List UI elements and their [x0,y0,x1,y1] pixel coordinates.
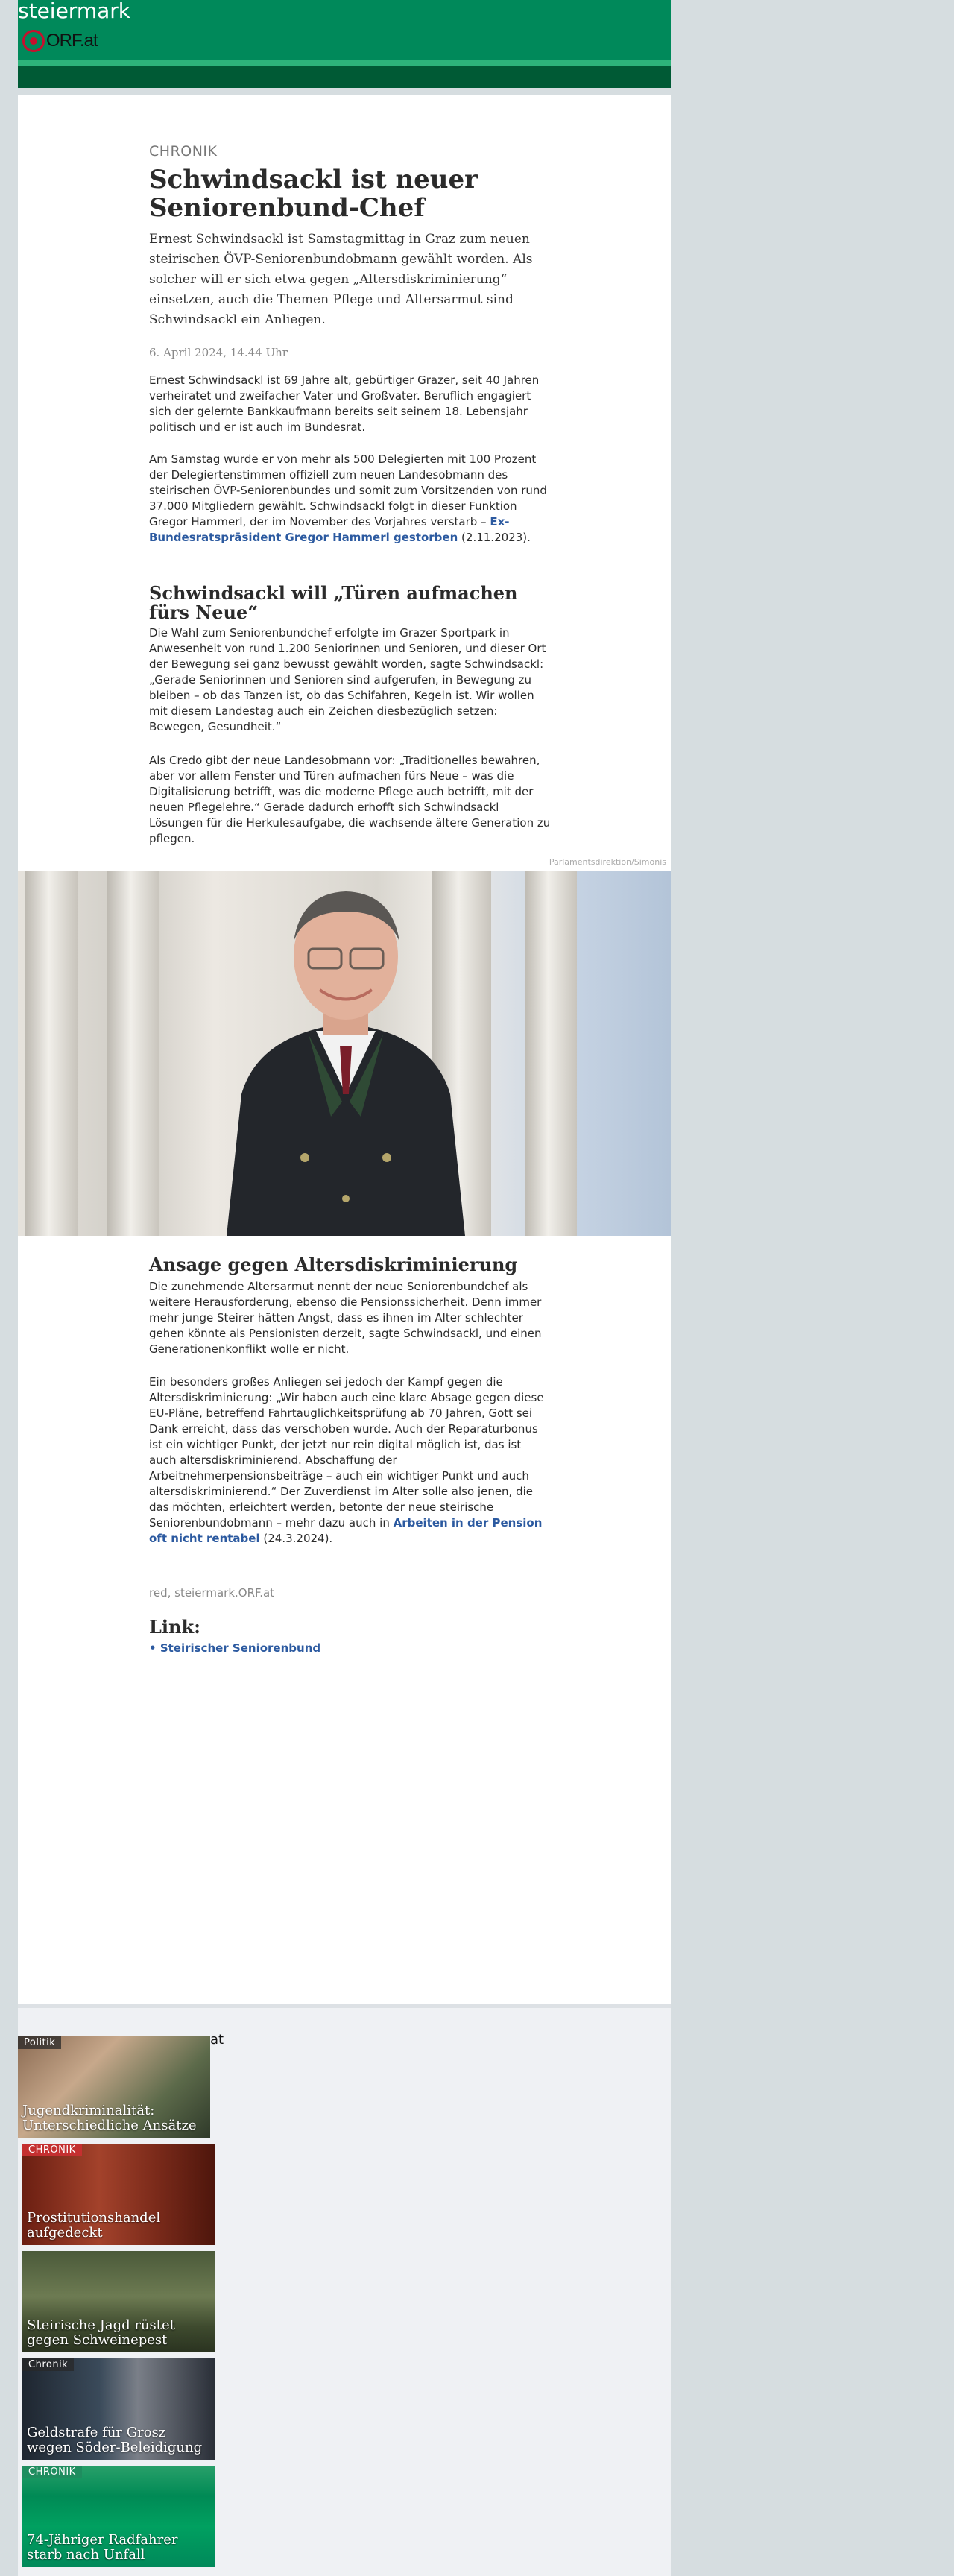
subheading-altersdiskriminierung: Ansage gegen Altersdiskriminierung [149,1254,518,1275]
more-stories-label: at [210,2032,224,2048]
story-title: Jugendkriminalität: Unterschiedliche Ansätze [22,2103,197,2133]
paragraph-2-date: (2.11.2023). [458,531,531,544]
story-category: Chronik [22,2358,74,2371]
photo-credit: Parlamentsdirektion/Simonis [549,857,666,867]
portrait-photo [197,871,495,1236]
story-title: 74-Jähriger Radfahrer starb nach Unfall [27,2532,178,2563]
section-divider [18,2004,671,2008]
paragraph-6 [149,1374,552,1547]
story-category: CHRONIK [22,2144,82,2156]
links-heading: Link: [149,1616,200,1638]
story-category: CHRONIK [22,2466,82,2478]
link-list-item[interactable]: • Steirischer Seniorenbund [149,1641,321,1655]
story-card[interactable] [18,2036,210,2138]
navigation-bar[interactable] [18,66,671,88]
story-card[interactable] [22,2144,215,2245]
region-name[interactable]: steiermark [18,0,130,23]
article-source: red, steiermark.ORF.at [149,1586,275,1600]
paragraph-1: Ernest Schwindsackl ist 69 Jahre alt, gebürtiger Grazer, seit 40 Jahren verheiratet und zweifacher Vater und Großvater. Beruflich engagiert sich der gelernte Bankkaufmann bereits seit seinem 18. Lebensjahr politisch und er ist auch im Bundesrat. [149,373,540,434]
story-title: Prostitutionshandel aufgedeckt [27,2210,161,2241]
article-date: 6. April 2024, 14.44 Uhr [149,346,288,359]
link-seniorenbund[interactable]: Steirischer Seniorenbund [159,1641,321,1655]
more-stories-section [18,2004,671,2576]
paragraph-4: Als Credo gibt der neue Landesobmann vor: „Traditionelles bewahren, aber vor allem Fenster und Türen aufmachen fürs Neue – was die Digitalisierung betrifft, was die moderne Pflege auch betrifft, mit der neuen Pflegelehre.“ Gerade dadurch erhofft sich Schwindsackl Lösungen für die Herkulesaufgabe, die wachsende ältere Generation zu pflegen. [149,754,551,845]
article-category: CHRONIK [149,143,218,160]
paragraph-6-text: Ein besonders großes Anliegen sei jedoch der Kampf gegen die Altersdiskriminierung: „Wir haben auch eine klare Absage gegen diese EU-Pläne, betreffend Fahrtauglichkeitsprüfung ab 70 Jahren, Gott sei Dank erreicht, dass das verschoben wurde. Auch der Reparaturbonus ist ein wichtiger Punkt, der jetzt nur rein digital möglich ist, das ist auch altersdiskriminierend. Abschaffung der Arbeitnehmerpensionsbeiträge – auch ein wichtiger Punkt und auch altersdiskriminierend.“ Der Zuverdienst im Alter solle also jenen, die das möchten, erleichtert werden, betonte der neue steirische Seniorenbundobmann – mehr dazu auch in [149,1375,544,1530]
link-arbeiten-pension[interactable]: Arbeiten in der Pension oft nicht rentabel [149,1516,543,1545]
subheading-tueren: Schwindsackl will „Türen aufmachen fürs Neue“ [149,582,518,623]
story-card[interactable] [22,2251,215,2352]
story-category: Politik [18,2036,61,2049]
paragraph-2-text: Am Samstag wurde er von mehr als 500 Delegierten mit 100 Prozent der Delegiertenstimmen offiziell zum neuen Landesobmann des steirischen ÖVP-Seniorenbundes und somit zum Vorsitzenden von rund 37.000 Mitgliedern gewählt. Schwindsackl folgt in dieser Funktion Gregor Hammerl, der im November des Vorjahres verstarb – [149,452,547,528]
logo-text: ORF.at [46,31,98,51]
site-header [18,0,671,60]
paragraph-5: Die zunehmende Altersarmut nennt der neue Seniorenbundchef als weitere Herausforderung, ebenso die Pensionssicherheit. Denn immer mehr junge Steirer hätten Angst, dass es ihnen im Alter schlechter gehen könnte als Pensionisten derzeit, sagte Schwindsackl, und einen Generationenkonflikt wolle er nicht. [149,1280,542,1356]
story-card[interactable] [22,2358,215,2460]
article-container [18,95,671,2004]
article-photo[interactable] [18,871,671,1236]
story-title: Steirische Jagd rüstet gegen Schweinepest [27,2317,175,2348]
paragraph-6-date: (24.3.2024). [259,1532,333,1545]
story-title: Geldstrafe für Grosz wegen Söder-Beleidigung [27,2425,203,2455]
orf-eye-icon [22,30,45,52]
paragraph-3: Die Wahl zum Seniorenbundchef erfolgte im Grazer Sportpark in Anwesenheit von rund 1.200 Seniorinnen und Senioren, und dieser Ort der Bewegung sei ganz bewusst gewählt worden, sagte Schwindsackl: „Gerade Seniorinnen und Senioren sind aufgerufen, in Bewegung zu bleiben – ob das Tanzen ist, ob das Schifahren, Kegeln ist. Wir wollen mit diesem Landestag auch ein Zeichen diesbezüglich setzen: Bewegen, Gesundheit.“ [149,626,546,733]
orf-logo[interactable] [22,30,98,52]
article-lead: Ernest Schwindsackl ist Samstagmittag in Graz zum neuen steirischen ÖVP-Seniorenbundobmann gewählt worden. Als solcher will er sich etwa gegen „Altersdiskriminierung“ einsetzen, auch die Themen Pflege und Altersarmut sind Schwindsackl ein Anliegen. [149,232,533,327]
story-card[interactable] [22,2466,215,2567]
link-hammerl-gestorben[interactable]: Ex-Bundesratspräsident Gregor Hammerl gestorben [149,515,510,544]
header-stripe [18,60,671,66]
article-title: Schwindsackl ist neuer Seniorenbund-Chef [149,165,478,223]
paragraph-2 [149,452,552,546]
